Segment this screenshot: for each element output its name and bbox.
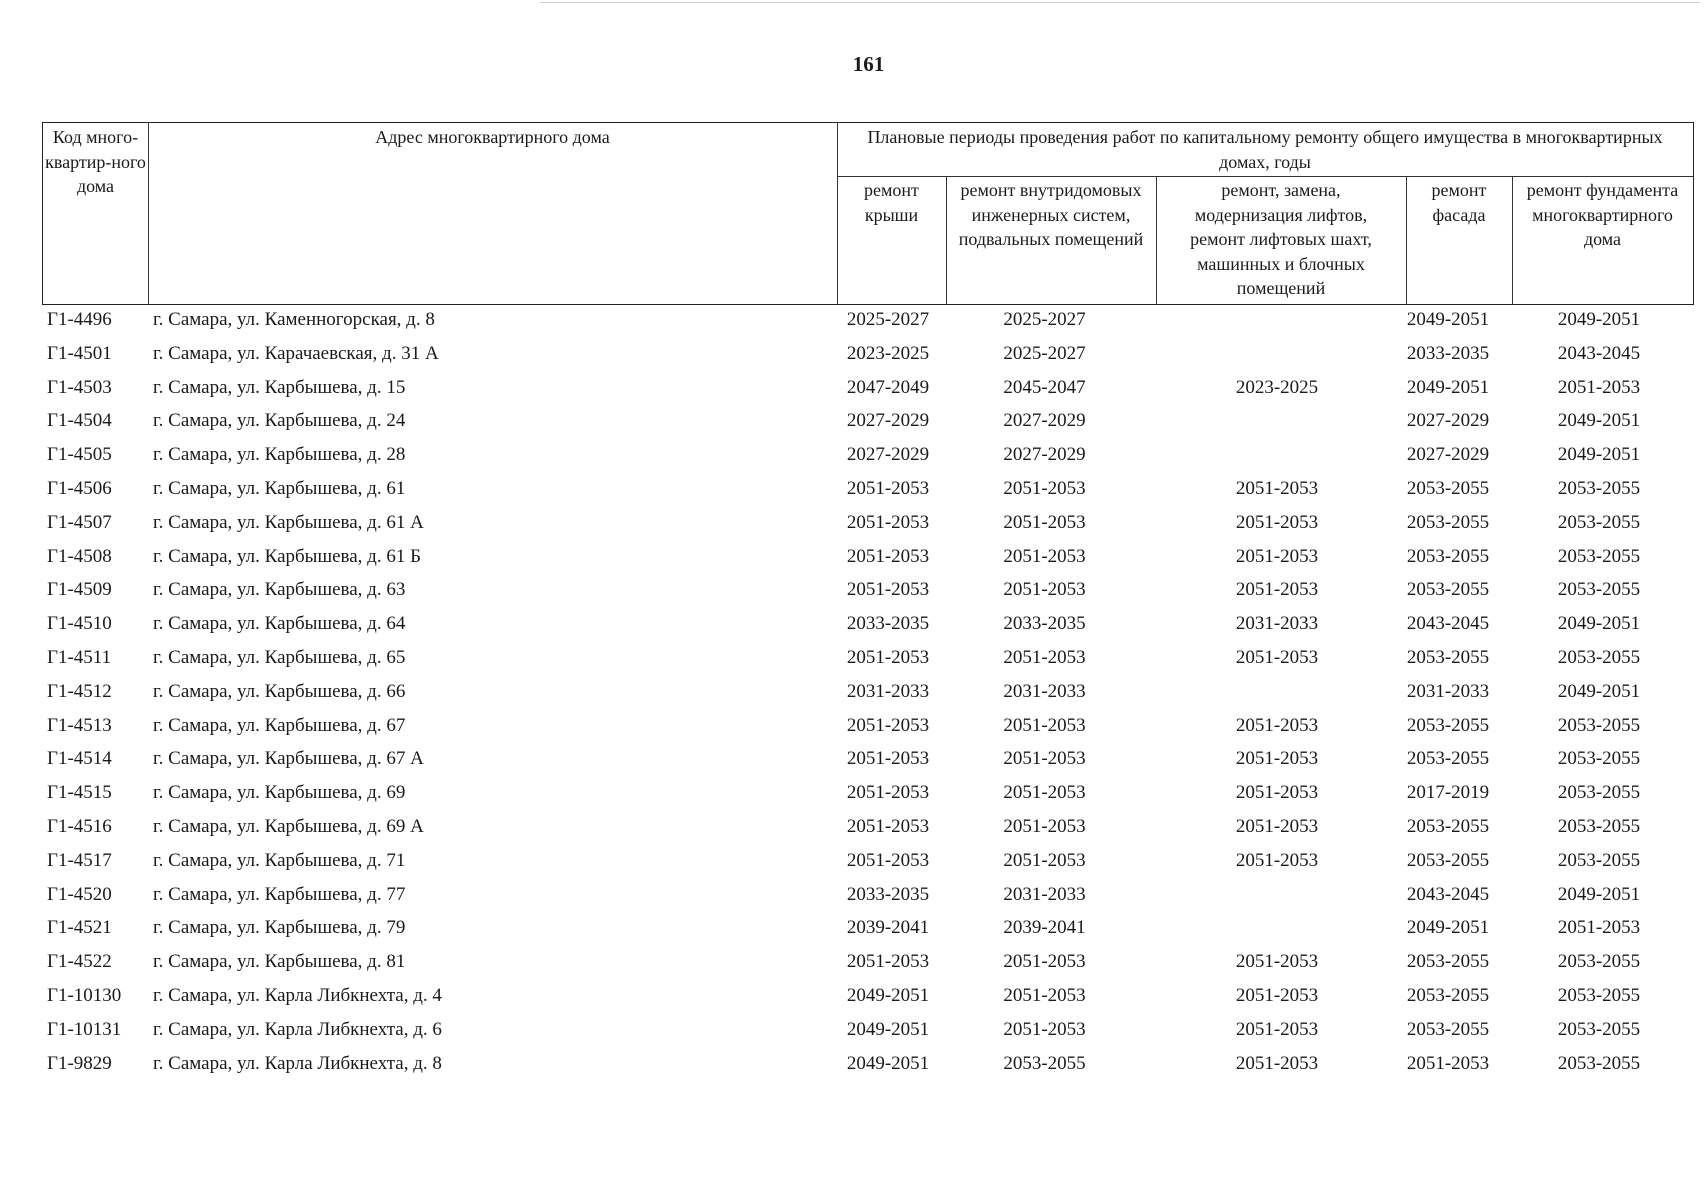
table-row [42, 880, 1694, 914]
house-code: Г1-4504 [47, 410, 112, 432]
engineering-repair-period: 2033-2035 [1003, 613, 1086, 635]
roof-repair-period: 2051-2053 [846, 951, 930, 973]
roof-repair-period: 2051-2053 [846, 849, 930, 871]
foundation-repair-period: 2053-2055 [1557, 951, 1641, 973]
roof-repair-period: 2033-2035 [846, 613, 930, 635]
table-row [42, 711, 1694, 745]
foundation-repair-period: 2053-2055 [1557, 477, 1641, 499]
engineering-repair-period: 2051-2053 [1003, 714, 1086, 736]
house-address: г. Самара, ул. Карбышева, д. 64 [153, 613, 406, 635]
roof-repair-period: 2051-2053 [846, 545, 930, 567]
facade-repair-period: 2027-2029 [1406, 444, 1490, 466]
table-row [42, 677, 1694, 711]
house-address: г. Самара, ул. Карла Либкнехта, д. 6 [153, 1018, 442, 1040]
house-code: Г1-4503 [47, 376, 112, 398]
house-address: г. Самара, ул. Карбышева, д. 77 [153, 883, 406, 905]
foundation-repair-period: 2043-2045 [1557, 342, 1641, 364]
roof-repair-period: 2039-2041 [846, 917, 930, 939]
roof-repair-period: 2025-2027 [846, 309, 930, 330]
header-address: Адрес многоквартирного дома [375, 127, 610, 147]
roof-repair-period: 2051-2053 [846, 815, 930, 837]
table-row [42, 643, 1694, 677]
lift-repair-period: 2051-2053 [1235, 1052, 1319, 1074]
lift-repair-period: 2051-2053 [1235, 815, 1319, 837]
house-code: Г1-4505 [47, 444, 112, 466]
house-code: Г1-4522 [47, 951, 112, 973]
house-address: г. Самара, ул. Карбышева, д. 79 [153, 917, 406, 939]
facade-repair-period: 2053-2055 [1406, 849, 1490, 871]
foundation-repair-period: 2053-2055 [1557, 646, 1641, 668]
foundation-repair-period: 2049-2051 [1557, 613, 1641, 635]
engineering-repair-period: 2051-2053 [1003, 545, 1086, 567]
facade-repair-period: 2043-2045 [1406, 883, 1490, 905]
header-lift: ремонт, замена, модернизация лифтов, ремонт лифтовых шахт, машинных и блочных помещений [1190, 180, 1372, 298]
facade-repair-period: 2053-2055 [1406, 815, 1490, 837]
roof-repair-period: 2031-2033 [846, 680, 930, 702]
facade-repair-period: 2053-2055 [1406, 646, 1490, 668]
table-row [42, 1049, 1694, 1083]
engineering-repair-period: 2051-2053 [1003, 782, 1086, 804]
divider-periods-subheaders [837, 176, 1693, 177]
house-code: Г1-4507 [47, 511, 112, 533]
lift-repair-period: 2051-2053 [1235, 849, 1319, 871]
house-address: г. Самара, ул. Карбышева, д. 67 [153, 714, 406, 736]
house-code: Г1-4501 [47, 342, 112, 364]
roof-repair-period: 2023-2025 [846, 342, 930, 364]
lift-repair-period: 2051-2053 [1235, 511, 1319, 533]
table-row [42, 1015, 1694, 1049]
house-address: г. Самара, ул. Карачаевская, д. 31 А [153, 342, 439, 364]
engineering-repair-period: 2051-2053 [1003, 951, 1086, 973]
house-code: Г1-4506 [47, 477, 112, 499]
engineering-repair-period: 2051-2053 [1003, 477, 1086, 499]
roof-repair-period: 2049-2051 [846, 1018, 930, 1040]
table-row [42, 846, 1694, 880]
roof-repair-period: 2051-2053 [846, 511, 930, 533]
house-code: Г1-10130 [47, 984, 122, 1006]
house-code: Г1-4511 [47, 646, 112, 668]
house-address: г. Самара, ул. Карбышева, д. 71 [153, 849, 406, 871]
foundation-repair-period: 2053-2055 [1557, 849, 1641, 871]
engineering-repair-period: 2031-2033 [1003, 883, 1086, 905]
house-address: г. Самара, ул. Карбышева, д. 61 Б [153, 545, 421, 567]
lift-repair-period: 2051-2053 [1235, 579, 1319, 601]
house-code: Г1-4513 [47, 714, 112, 736]
lift-repair-period: 2051-2053 [1235, 782, 1319, 804]
house-address: г. Самара, ул. Карла Либкнехта, д. 4 [153, 984, 442, 1006]
house-code: Г1-4509 [47, 579, 112, 601]
roof-repair-period: 2027-2029 [846, 410, 930, 432]
house-code: Г1-4517 [47, 849, 112, 871]
house-code: Г1-4515 [47, 782, 112, 804]
house-address: г. Самара, ул. Карбышева, д. 63 [153, 579, 406, 601]
lift-repair-period: 2051-2053 [1235, 748, 1319, 770]
table-row [42, 508, 1694, 542]
facade-repair-period: 2049-2051 [1406, 309, 1490, 330]
table-row [42, 947, 1694, 981]
foundation-repair-period: 2053-2055 [1557, 782, 1641, 804]
facade-repair-period: 2053-2055 [1406, 984, 1490, 1006]
lift-repair-period: 2051-2053 [1235, 951, 1319, 973]
header-periods: Плановые периоды проведения работ по капитальному ремонту общего имущества в многоквартирных домах, годы [867, 127, 1663, 172]
facade-repair-period: 2053-2055 [1406, 1018, 1490, 1040]
engineering-repair-period: 2051-2053 [1003, 1018, 1086, 1040]
engineering-repair-period: 2027-2029 [1003, 444, 1086, 466]
foundation-repair-period: 2053-2055 [1557, 815, 1641, 837]
header-code: Код много-квартир-ного дома [45, 127, 146, 196]
engineering-repair-period: 2051-2053 [1003, 815, 1086, 837]
engineering-repair-period: 2051-2053 [1003, 849, 1086, 871]
facade-repair-period: 2049-2051 [1406, 376, 1490, 398]
house-address: г. Самара, ул. Карла Либкнехта, д. 8 [153, 1052, 442, 1074]
table-row [42, 913, 1694, 947]
lift-repair-period: 2051-2053 [1235, 984, 1319, 1006]
house-code: Г1-10131 [47, 1018, 122, 1040]
facade-repair-period: 2053-2055 [1406, 714, 1490, 736]
table-row [42, 542, 1694, 576]
roof-repair-period: 2027-2029 [846, 444, 930, 466]
facade-repair-period: 2049-2051 [1406, 917, 1490, 939]
lift-repair-period: 2051-2053 [1235, 714, 1319, 736]
table-row [42, 744, 1694, 778]
house-code: Г1-9829 [47, 1052, 112, 1074]
engineering-repair-period: 2031-2033 [1003, 680, 1086, 702]
roof-repair-period: 2049-2051 [846, 984, 930, 1006]
facade-repair-period: 2053-2055 [1406, 545, 1490, 567]
engineering-repair-period: 2039-2041 [1003, 917, 1086, 939]
house-code: Г1-4516 [47, 815, 112, 837]
page-number: 161 [852, 52, 885, 76]
house-code: Г1-4496 [47, 309, 112, 330]
foundation-repair-period: 2049-2051 [1557, 883, 1641, 905]
house-address: г. Самара, ул. Карбышева, д. 81 [153, 951, 406, 973]
engineering-repair-period: 2051-2053 [1003, 984, 1086, 1006]
foundation-repair-period: 2053-2055 [1557, 545, 1641, 567]
facade-repair-period: 2031-2033 [1406, 680, 1490, 702]
header-engineering: ремонт внутридомовых инженерных систем, подвальных помещений [958, 180, 1144, 249]
house-code: Г1-4514 [47, 748, 112, 770]
engineering-repair-period: 2053-2055 [1003, 1052, 1086, 1074]
roof-repair-period: 2049-2051 [846, 1052, 930, 1074]
foundation-repair-period: 2053-2055 [1557, 748, 1641, 770]
engineering-repair-period: 2025-2027 [1003, 342, 1086, 364]
house-code: Г1-4508 [47, 545, 112, 567]
facade-repair-period: 2053-2055 [1406, 748, 1490, 770]
house-address: г. Самара, ул. Карбышева, д. 15 [153, 376, 406, 398]
engineering-repair-period: 2051-2053 [1003, 511, 1086, 533]
table-header [42, 122, 1694, 305]
facade-repair-period: 2033-2035 [1406, 342, 1490, 364]
header-foundation: ремонт фундамента многоквартирного дома [1526, 180, 1679, 249]
lift-repair-period: 2051-2053 [1235, 1018, 1319, 1040]
lift-repair-period: 2023-2025 [1235, 376, 1319, 398]
roof-repair-period: 2051-2053 [846, 646, 930, 668]
table-row [42, 812, 1694, 846]
table-row [42, 406, 1694, 440]
house-address: г. Самара, ул. Карбышева, д. 69 [153, 782, 406, 804]
house-address: г. Самара, ул. Карбышева, д. 67 А [153, 748, 424, 770]
roof-repair-period: 2051-2053 [846, 748, 930, 770]
facade-repair-period: 2053-2055 [1406, 477, 1490, 499]
table-row [42, 373, 1694, 407]
table-row [42, 575, 1694, 609]
table-row [42, 440, 1694, 474]
engineering-repair-period: 2051-2053 [1003, 748, 1086, 770]
roof-repair-period: 2051-2053 [846, 477, 930, 499]
header-facade: ремонт фасада [1431, 180, 1487, 225]
facade-repair-period: 2017-2019 [1406, 782, 1490, 804]
engineering-repair-period: 2045-2047 [1003, 376, 1086, 398]
foundation-repair-period: 2049-2051 [1557, 410, 1641, 432]
lift-repair-period: 2051-2053 [1235, 646, 1319, 668]
house-code: Г1-4512 [47, 680, 112, 702]
table-row [42, 778, 1694, 812]
engineering-repair-period: 2051-2053 [1003, 579, 1086, 601]
table-row [42, 474, 1694, 508]
foundation-repair-period: 2053-2055 [1557, 579, 1641, 601]
facade-repair-period: 2053-2055 [1406, 951, 1490, 973]
roof-repair-period: 2033-2035 [846, 883, 930, 905]
house-address: г. Самара, ул. Карбышева, д. 65 [153, 646, 406, 668]
house-address: г. Самара, ул. Карбышева, д. 24 [153, 410, 406, 432]
house-address: г. Самара, ул. Карбышева, д. 66 [153, 680, 406, 702]
house-address: г. Самара, ул. Карбышева, д. 69 А [153, 815, 424, 837]
house-address: г. Самара, ул. Карбышева, д. 28 [153, 444, 406, 466]
lift-repair-period: 2051-2053 [1235, 477, 1319, 499]
foundation-repair-period: 2053-2055 [1557, 984, 1641, 1006]
foundation-repair-period: 2049-2051 [1557, 680, 1641, 702]
foundation-repair-period: 2049-2051 [1557, 444, 1641, 466]
roof-repair-period: 2051-2053 [846, 714, 930, 736]
header-roof: ремонт крыши [864, 180, 919, 225]
table-body [42, 305, 1694, 1082]
house-address: г. Самара, ул. Каменногорская, д. 8 [153, 309, 435, 330]
house-code: Г1-4520 [47, 883, 112, 905]
foundation-repair-period: 2053-2055 [1557, 1052, 1641, 1074]
house-address: г. Самара, ул. Карбышева, д. 61 А [153, 511, 424, 533]
house-address: г. Самара, ул. Карбышева, д. 61 [153, 477, 406, 499]
foundation-repair-period: 2053-2055 [1557, 511, 1641, 533]
facade-repair-period: 2051-2053 [1406, 1052, 1490, 1074]
foundation-repair-period: 2051-2053 [1557, 376, 1641, 398]
house-code: Г1-4510 [47, 613, 112, 635]
facade-repair-period: 2053-2055 [1406, 579, 1490, 601]
foundation-repair-period: 2053-2055 [1557, 714, 1641, 736]
table-row [42, 981, 1694, 1015]
scan-artifact-line [540, 2, 1700, 3]
facade-repair-period: 2053-2055 [1406, 511, 1490, 533]
house-code: Г1-4521 [47, 917, 112, 939]
roof-repair-period: 2051-2053 [846, 782, 930, 804]
table-row [42, 305, 1694, 339]
divider-code-address [148, 123, 149, 304]
engineering-repair-period: 2025-2027 [1003, 309, 1086, 330]
facade-repair-period: 2043-2045 [1406, 613, 1490, 635]
engineering-repair-period: 2051-2053 [1003, 646, 1086, 668]
roof-repair-period: 2051-2053 [846, 579, 930, 601]
foundation-repair-period: 2051-2053 [1557, 917, 1641, 939]
table-row [42, 339, 1694, 373]
roof-repair-period: 2047-2049 [846, 376, 930, 398]
lift-repair-period: 2031-2033 [1235, 613, 1319, 635]
lift-repair-period: 2051-2053 [1235, 545, 1319, 567]
table-row [42, 609, 1694, 643]
foundation-repair-period: 2053-2055 [1557, 1018, 1641, 1040]
engineering-repair-period: 2027-2029 [1003, 410, 1086, 432]
facade-repair-period: 2027-2029 [1406, 410, 1490, 432]
foundation-repair-period: 2049-2051 [1557, 309, 1641, 330]
